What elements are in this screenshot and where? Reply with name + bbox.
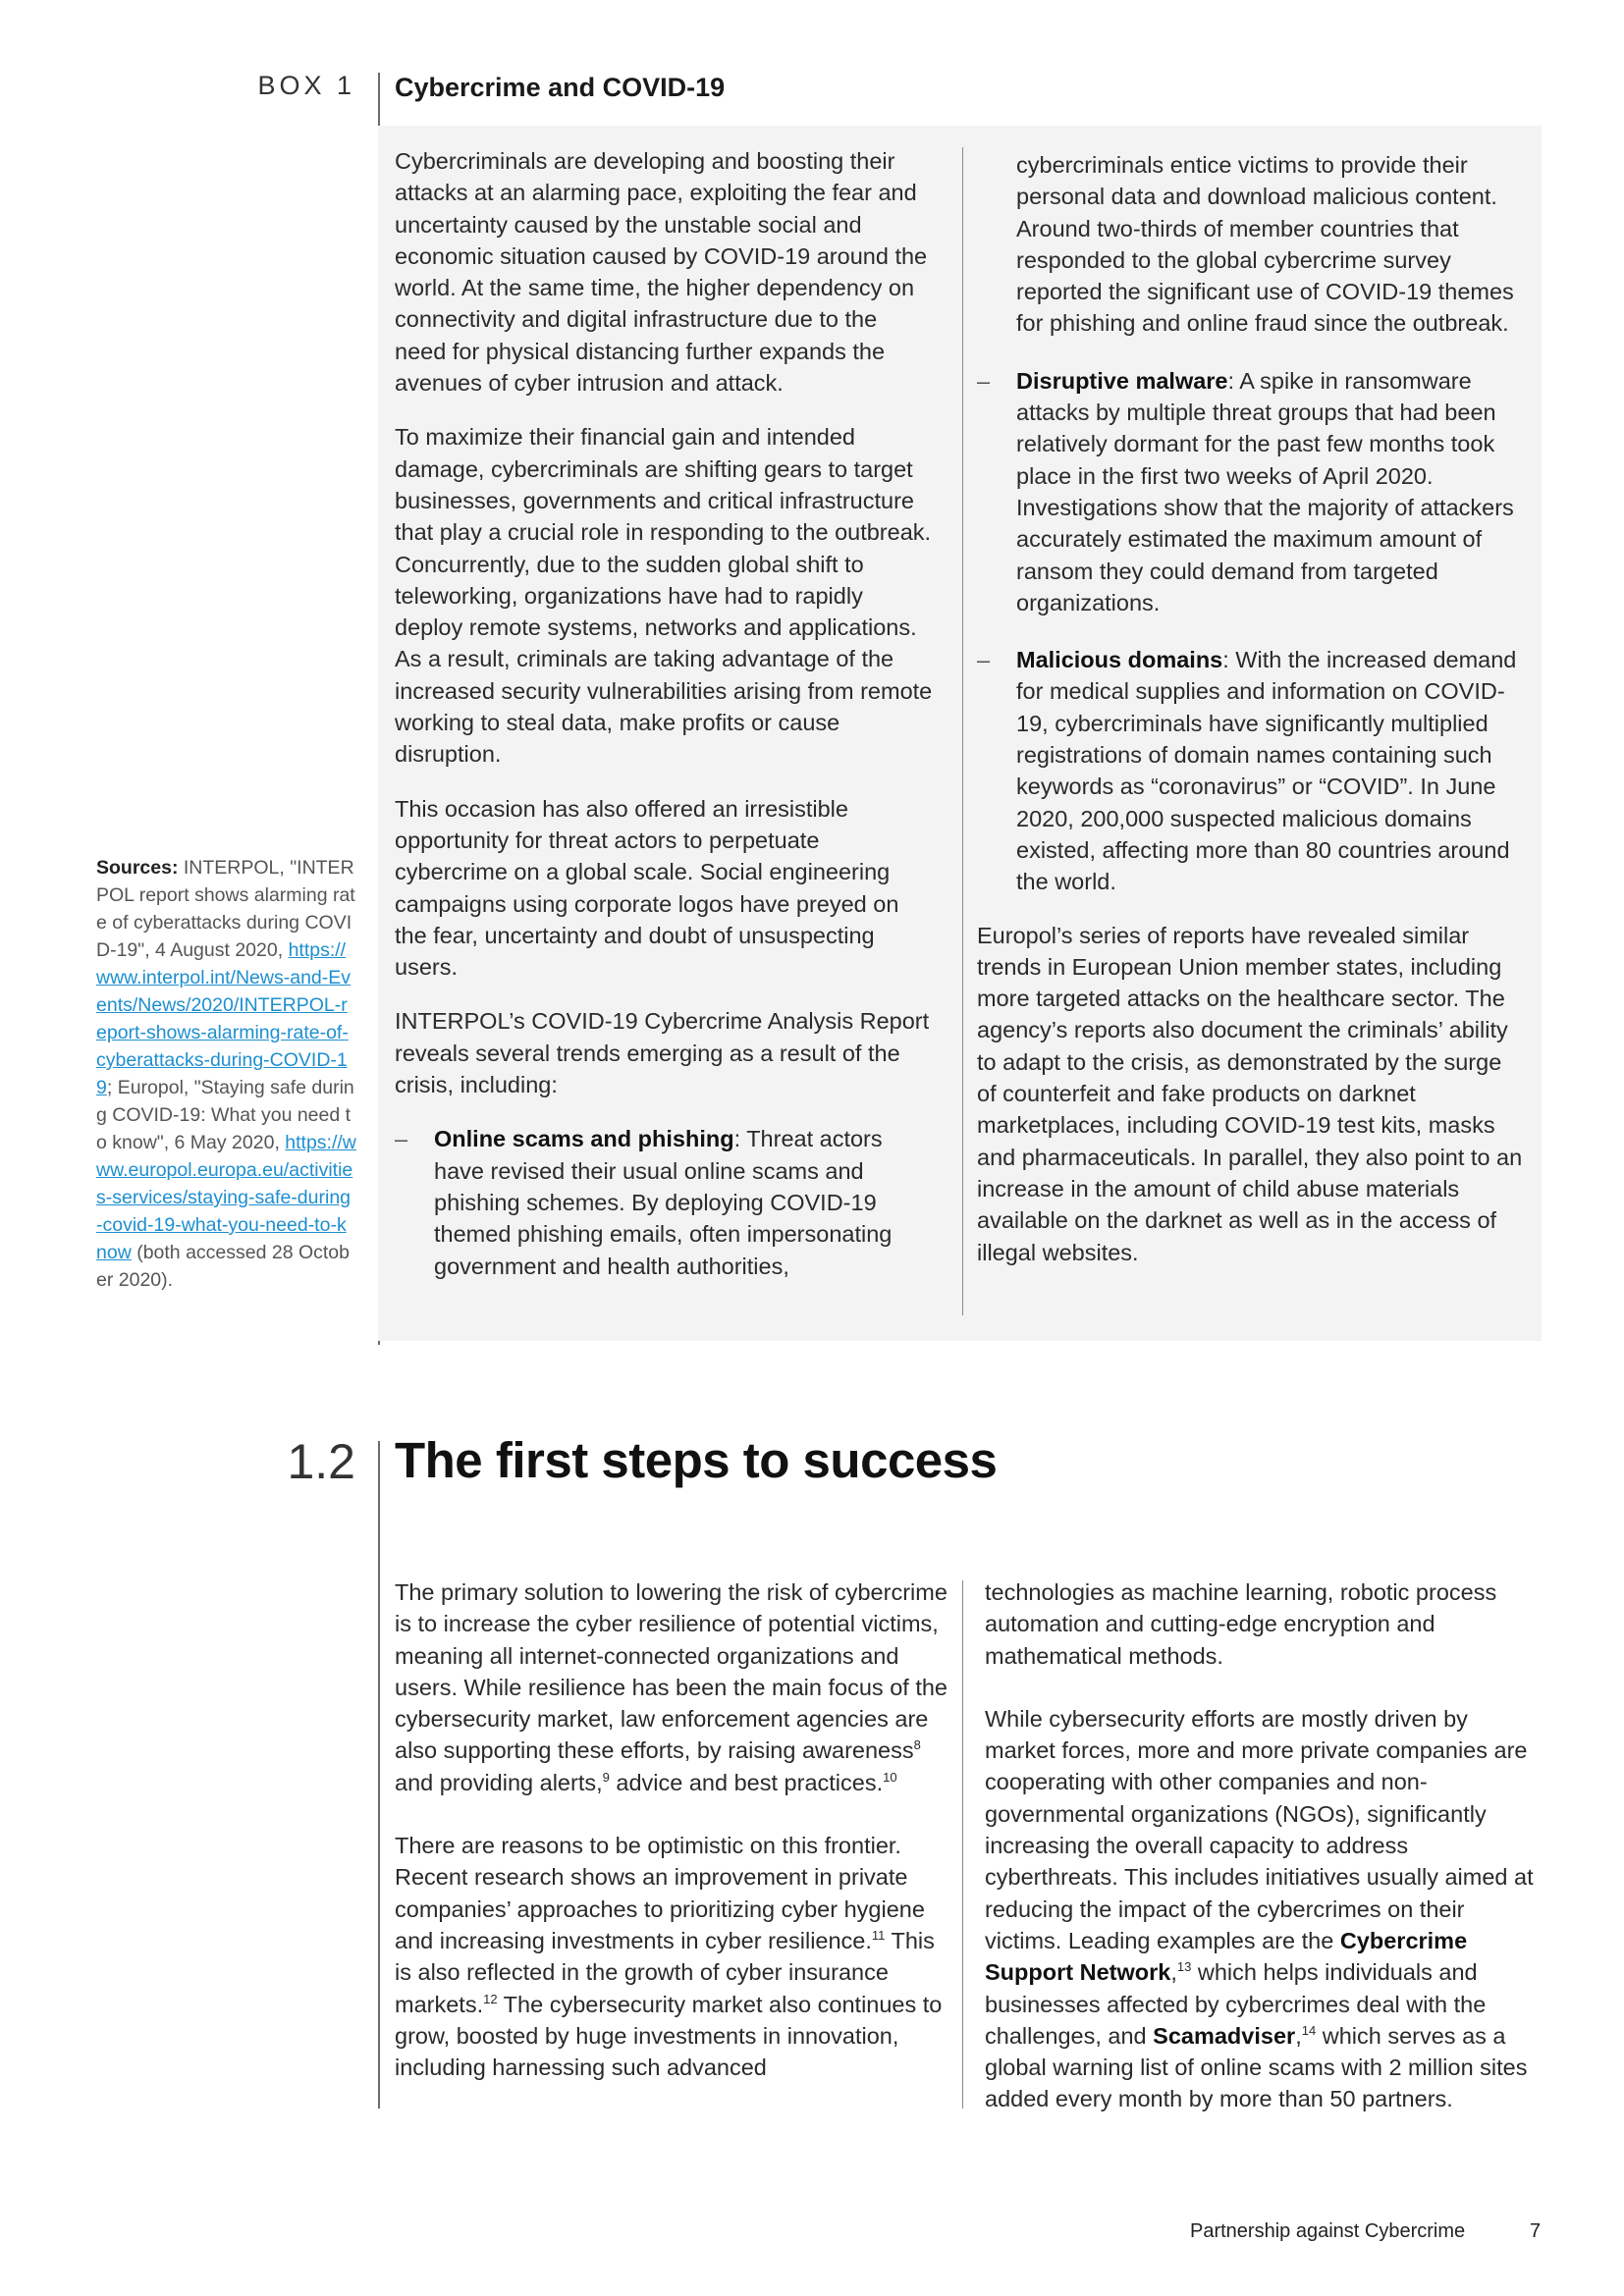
source-link-europol[interactable]: https://www.europol.europa.eu/activities-services/staying-safe-during-covid-19-what-you-need-to-know	[96, 1132, 356, 1263]
section-number: 1.2	[287, 1434, 355, 1489]
sources-text: INTERPOL, "INTERPOL report shows alarming rate of cyberattacks during COVID-19", 4 August 2020,	[96, 857, 355, 961]
section-right-column	[985, 1576, 1535, 2138]
bullet-continuation	[977, 149, 1527, 340]
footnote-ref[interactable]: 9	[602, 1769, 610, 1785]
footnote-ref[interactable]: 11	[871, 1928, 886, 1944]
text-run: The cybersecurity market also continues to grow, boosted by huge investments in innovation, including harnessing such advanced	[395, 1991, 943, 2081]
bullet-text: cybercriminals entice victims to provide their personal data and download malicious content. Around two-thirds of member countries that responded to the global cybercrime survey reported the significant use of COVID-19 themes for phishing and online fraud since the outbreak.	[1016, 152, 1514, 337]
section-divider-line	[378, 1441, 380, 2109]
box-paragraph: This occasion has also offered an irresistible opportunity for threat actors to perpetuate cybercrime on a global scale. Social engineering campaigns using corporate logos have preyed on the fear, uncertainty and doubt of unsuspecting users.	[395, 795, 899, 981]
section-paragraph: technologies as machine learning, robotic process automation and cutting-edge encryption and mathematical methods.	[985, 1579, 1497, 1669]
box-paragraph: INTERPOL’s COVID-19 Cybercrime Analysis Report reveals several trends emerging as a result of the crisis, including:	[395, 1008, 930, 1098]
bullet-text: : A spike in ransomware attacks by multiple threat groups that had been relatively dormant for the past few months took place in the first two weeks of April 2020. Investigations show that the majority of attackers accurately estimated the maximum amount of ransom they could demand from targeted organizations.	[1016, 367, 1514, 615]
page-number: 7	[1530, 2220, 1542, 2242]
section-left-column	[395, 1576, 954, 2106]
box-left-column	[395, 145, 933, 1308]
box-title: Cybercrime and COVID-19	[395, 73, 726, 102]
footer-title: Partnership against Cybercrime	[1190, 2220, 1466, 2242]
text-run: The primary solution to lowering the risk of cybercrime is to increase the cyber resilience of potential victims, meaning all internet-connected organizations and users. While resilience has been the main focus of the cybersecurity market, law enforcement agencies are also supporting these efforts, by raising awareness	[395, 1579, 947, 1764]
bullet-term: Online scams and phishing	[434, 1126, 734, 1152]
sources-text: (both accessed 28 October 2020).	[96, 1242, 350, 1291]
text-run: which helps individuals and businesses affected by cybercrimes deal with the challenges, and	[985, 1959, 1487, 2049]
bullet-disruptive-malware	[977, 365, 1527, 618]
scamadviser-name: Scamadviser	[1153, 2022, 1296, 2049]
sources-text: ; Europol, "Staying safe during COVID-19: What you need to know", 6 May 2020,	[96, 1077, 354, 1153]
source-link-interpol[interactable]: https://www.interpol.int/News-and-Events/News/2020/INTERPOL-report-shows-alarming-rate-of-cyberattacks-during-COVID-19	[96, 939, 352, 1098]
bullet-term: Malicious domains	[1016, 647, 1223, 673]
bullet-term: Disruptive malware	[1016, 367, 1228, 394]
section-paragraph	[395, 1576, 954, 1798]
bullet-online-scams	[395, 1123, 933, 1281]
bullet-dash: –	[977, 367, 991, 394]
sources-label: Sources:	[96, 857, 179, 879]
box-paragraph: Cybercriminals are developing and boosting their attacks at an alarming pace, exploiting the fear and uncertainty caused by the unstable social and economic situation caused by COVID-19 around the world. At the same time, the higher dependency on connectivity and digital infrastructure due to the need for physical distancing further expands the avenues of cyber intrusion and attack.	[395, 148, 928, 397]
box-paragraph: To maximize their financial gain and intended damage, cybercriminals are shifting gears to target businesses, governments and critical infrastructure that play a crucial role in responding to the outbreak. Concurrently, due to the sudden global shift to teleworking, organizations have had to rapidly deploy remote systems, networks and applications. As a result, criminals are taking advantage of the increased security vulnerabilities arising from remote working to steal data, make profits or cause disruption.	[395, 424, 933, 768]
section-paragraph	[395, 1830, 954, 2083]
footnote-ref[interactable]: 12	[483, 1991, 498, 2006]
bullet-dash: –	[395, 1126, 408, 1152]
footnote-ref[interactable]: 8	[913, 1737, 921, 1753]
bullet-text: : Threat actors have revised their usual online scams and phishing schemes. By deploying COVID-19 themed phishing emails, often impersonating government and health authorities,	[434, 1126, 893, 1279]
footnote-ref[interactable]: 14	[1301, 2023, 1317, 2039]
cybercrime-support-network-name: Cybercrime Support Network	[985, 1927, 1468, 1986]
text-run: ,	[1295, 2022, 1302, 2049]
box-column-divider	[962, 147, 963, 1315]
text-run: ,	[1170, 1959, 1177, 1986]
box-paragraph: Europol’s series of reports have revealed similar trends in European Union member states, including more targeted attacks on the healthcare sector. The agency’s reports also document the criminals’ ability to adapt to the crisis, as demonstrated by the surge of counterfeit and fake products on darknet marketplaces, including COVID-19 test kits, masks and pharmaceuticals. In parallel, they also point to an increase in the amount of child abuse materials available on the darknet as well as in the access of illegal websites.	[977, 922, 1523, 1265]
text-run: advice and best practices.	[609, 1769, 884, 1795]
box-right-column	[977, 149, 1527, 1291]
text-run: This is also reflected in the growth of cyber insurance markets.	[395, 1927, 935, 2017]
footnote-ref[interactable]: 10	[883, 1769, 897, 1785]
footnote-ref[interactable]: 13	[1176, 1959, 1192, 1975]
text-run: There are reasons to be optimistic on this frontier. Recent research shows an improvement in private companies’ approaches to prioritizing cyber hygiene and increasing investments in cyber resilience.	[395, 1833, 925, 1953]
section-column-divider	[962, 1580, 963, 2109]
text-run: While cybersecurity efforts are mostly driven by market forces, more and more private companies are cooperating with other companies and non-governmental organizations (NGOs), significantly increasing the overall capacity to address cyberthreats. This includes initiatives usually aimed at reducing the impact of the cybercrimes on their victims. Leading examples are the	[985, 1705, 1534, 1953]
text-run: and providing alerts,	[395, 1769, 603, 1795]
box-label: BOX 1	[257, 71, 355, 100]
text-run: which serves as a global warning list of online scams with 2 million sites added every month by more than 50 partners.	[985, 2022, 1528, 2112]
section-title: The first steps to success	[395, 1432, 998, 1488]
section-paragraph	[985, 1703, 1535, 2115]
bullet-dash: –	[977, 647, 991, 673]
sources-note	[96, 854, 356, 1294]
bullet-malicious-domains	[977, 644, 1527, 897]
bullet-text: : With the increased demand for medical supplies and information on COVID-19, cybercriminals have significantly multiplied registrations of domain names containing such keywords as “coronavirus” or “COVID”. In June 2020, 200,000 suspected malicious domains existed, affecting more than 80 countries around the world.	[1016, 647, 1517, 895]
